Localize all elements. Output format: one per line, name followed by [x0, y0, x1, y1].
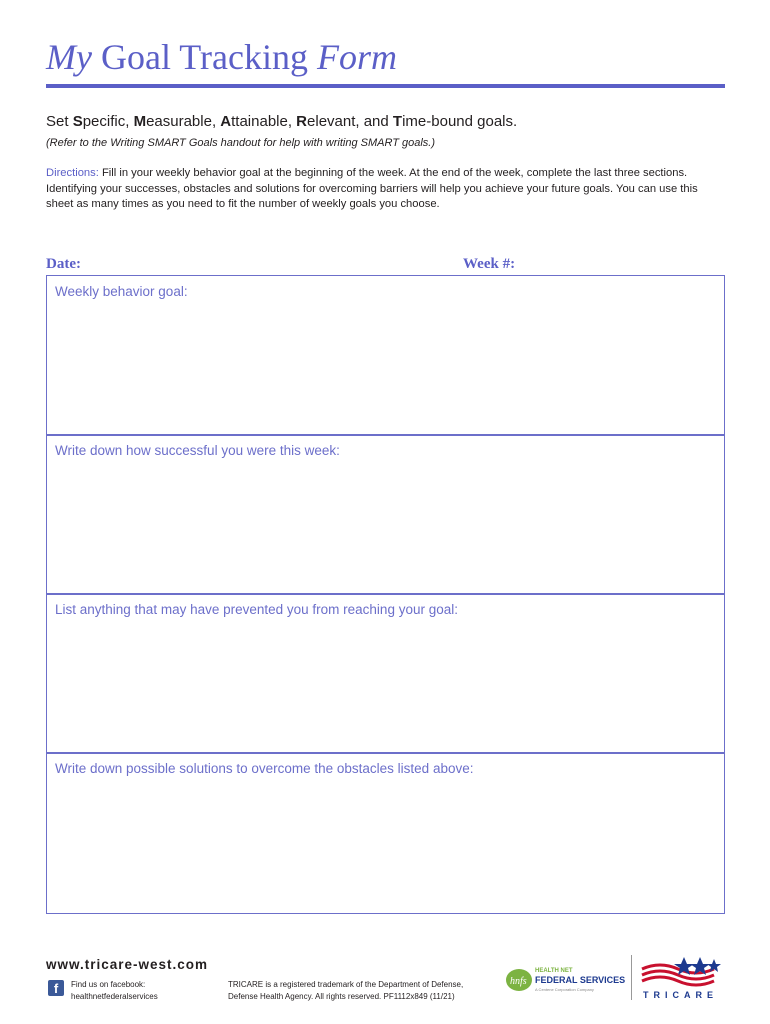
directions — [46, 166, 718, 213]
tricare-logo — [640, 955, 724, 994]
box-label: List anything that may have prevented you from reaching your goal: — [55, 602, 458, 617]
obstacles-box[interactable] — [46, 593, 725, 754]
title-my: My — [46, 37, 92, 77]
facebook-icon: f — [48, 980, 64, 996]
website-url[interactable]: www.tricare-west.com — [46, 957, 209, 972]
hnfs-logo — [505, 963, 625, 1000]
tricare-wordmark: TRICARE — [643, 990, 718, 1000]
svg-text:A Centene Corporation Company: A Centene Corporation Company — [535, 987, 594, 992]
box-label: Weekly behavior goal: — [55, 284, 188, 299]
box-label: Write down how successful you were this week: — [55, 443, 340, 458]
solutions-box[interactable] — [46, 752, 725, 914]
directions-text: Fill in your weekly behavior goal at the beginning of the week. At the end of the week, complete the last three sections. Identifying your successes, obstacles and solutions for overcoming barriers will help you achieve your future goals. You can use this sheet as many times as you need to fit the number of weekly goals you choose. — [46, 167, 698, 210]
legal-notice: TRICARE is a registered trademark of the Department of Defense, Defense Health Agency. All rights reserved. PF1112x849 (11/21) — [228, 980, 464, 1001]
refer-note: (Refer to the Writing SMART Goals handout for help with writing SMART goals.) — [46, 137, 436, 149]
box-label: Write down possible solutions to overcome the obstacles listed above: — [55, 761, 474, 776]
title-underline — [46, 84, 725, 88]
footer-divider — [631, 955, 632, 1000]
smart-goals-line: Set Specific, Measurable, Attainable, Relevant, and Time-bound goals. — [46, 113, 518, 130]
title-main: Goal Tracking — [100, 37, 308, 77]
title-form: Form — [316, 37, 397, 77]
svg-text:hnfs: hnfs — [510, 976, 527, 987]
weekly-goal-box[interactable] — [46, 275, 725, 436]
page-title — [46, 36, 397, 78]
success-box[interactable] — [46, 434, 725, 595]
facebook-text: Find us on facebook: healthnetfederalservices — [71, 980, 158, 1001]
svg-text:FEDERAL SERVICES: FEDERAL SERVICES — [535, 975, 625, 985]
directions-label: Directions: — [46, 167, 99, 179]
date-label: Date: — [46, 256, 81, 272]
week-label: Week #: — [463, 256, 516, 272]
svg-text:HEALTH NET: HEALTH NET — [535, 968, 573, 974]
